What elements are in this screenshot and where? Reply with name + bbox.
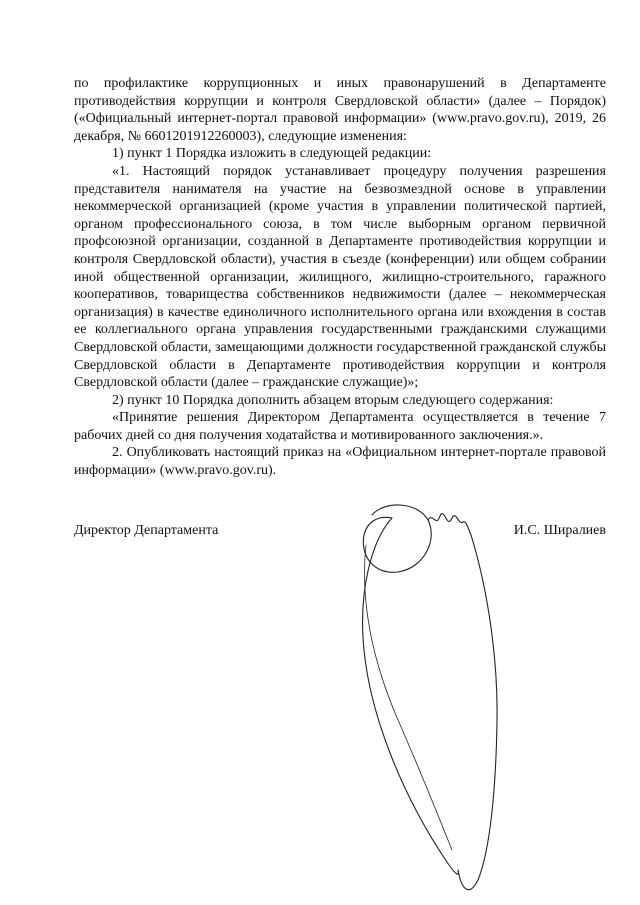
paragraph-item-1: 1) пункт 1 Порядка изложить в следующей редакции: [112, 146, 432, 162]
paragraph-intro-continuation: по профилактике коррупционных и иных правонарушений в Департаменте противодействия коррупции и контроля Свердловской области» (далее – Порядок) («Официальный интернет-портал правовой информации» (www.pravo.gov.ru), 2019, 26 декабря, № 6601201912260003), следующие изменения: [74, 76, 606, 144]
paragraph-publish: 2. Опубликовать настоящий приказ на «Официальном интернет-портале правовой информации» (www.pravo.gov.ru). [74, 445, 606, 479]
paragraph-quote-1: «1. Настоящий порядок устанавливает процедуру получения разрешения представителя нанимателя на участие на безвозмездной основе в управлении некоммерческой организацией (кроме участия в управлении политической партией, органом профессионального союза, в том числе выборным органом первичной профсоюзной организации, созданной в Департаменте противодействия коррупции и контроля Свердловской области), участия в съезде (конференции) или общем собрании иной общественной организации, жилищного, жилищно-строительного, гаражного кооперативов, товарищества собственников недвижимости (далее – некоммерческая организация) в качестве единоличного исполнительного органа или вхождения в состав ее коллегиального органа управления государственными гражданскими служащими Свердловской области, замещающими должности государственной гражданской службы Свердловской области в Департаменте противодействия коррупции и контроля Свердловской области (далее – гражданские служащие)»; [74, 163, 606, 391]
signatory-title: Директор Департамента [74, 523, 219, 538]
paragraph-quote-2: «Принятие решения Директором Департамента осуществляется в течение 7 рабочих дней со дня получения ходатайства и мотивированного заключения.». [74, 410, 606, 443]
signatory-name: И.С. Ширалиев [513, 523, 606, 538]
paragraph-item-2: 2) пункт 10 Порядка дополнить абзацем вторым следующего содержания: [112, 392, 554, 408]
